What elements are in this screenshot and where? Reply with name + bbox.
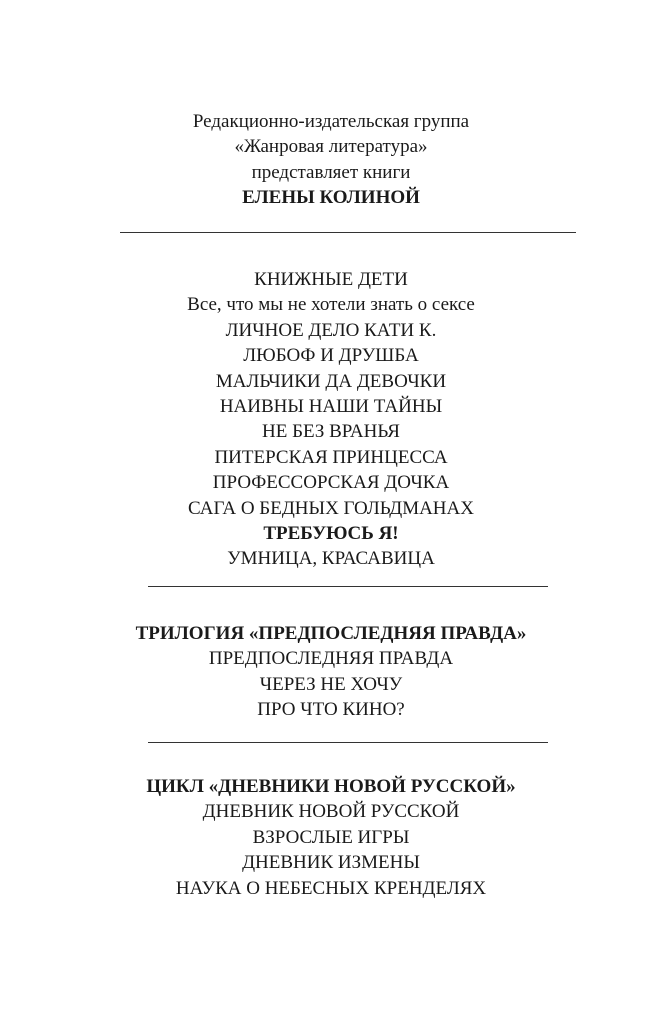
book-title: Все, что мы не хотели знать о сексе — [187, 294, 475, 316]
divider — [148, 586, 548, 587]
book-list — [0, 267, 662, 572]
header-line: Редакционно-издательская группа — [192, 111, 470, 132]
author-name: ЕЛЕНЫ КОЛИНОЙ — [242, 187, 420, 209]
book-title: ПРО ЧТО КИНО? — [257, 699, 405, 721]
book-title: ПРЕДПОСЛЕДНЯЯ ПРАВДА — [208, 648, 454, 670]
header-line: представляет книги — [251, 161, 411, 183]
book-title: НЕ БЕЗ ВРАНЬЯ — [262, 421, 400, 443]
divider — [148, 742, 548, 743]
book-title: ДНЕВНИК НОВОЙ РУССКОЙ — [202, 801, 460, 823]
divider — [120, 232, 576, 233]
header-line: «Жанровая литература» — [234, 136, 428, 158]
book-title: САГА О БЕДНЫХ ГОЛЬДМАНАХ — [188, 497, 474, 519]
publisher-header — [0, 109, 662, 211]
book-title-highlighted: ТРЕБУЮСЬ Я! — [263, 522, 399, 544]
book-title: КНИЖНЫЕ ДЕТИ — [254, 269, 408, 290]
book-title: ВЗРОСЛЫЕ ИГРЫ — [252, 826, 410, 848]
book-title: ДНЕВНИК ИЗМЕНЫ — [242, 852, 420, 874]
book-title: МАЛЬЧИКИ ДА ДЕВОЧКИ — [215, 370, 447, 392]
book-title: ЧЕРЕЗ НЕ ХОЧУ — [259, 673, 403, 695]
trilogy-section — [0, 621, 662, 723]
book-title: НАУКА О НЕБЕСНЫХ КРЕНДЕЛЯХ — [175, 877, 487, 899]
book-title: ПИТЕРСКАЯ ПРИНЦЕССА — [214, 446, 448, 468]
book-title: ПРОФЕССОРСКАЯ ДОЧКА — [212, 472, 450, 494]
trilogy-heading: ТРИЛОГИЯ «ПРЕДПОСЛЕДНЯЯ ПРАВДА» — [135, 623, 527, 644]
cycle-section — [0, 774, 662, 901]
cycle-heading: ЦИКЛ «ДНЕВНИКИ НОВОЙ РУССКОЙ» — [146, 776, 516, 797]
book-title: УМНИЦА, КРАСАВИЦА — [227, 548, 435, 570]
book-title: НАИВНЫ НАШИ ТАЙНЫ — [219, 395, 443, 417]
book-title: ЛИЧНОЕ ДЕЛО КАТИ К. — [225, 319, 437, 341]
book-title: ЛЮБОФ И ДРУШБА — [243, 345, 419, 367]
